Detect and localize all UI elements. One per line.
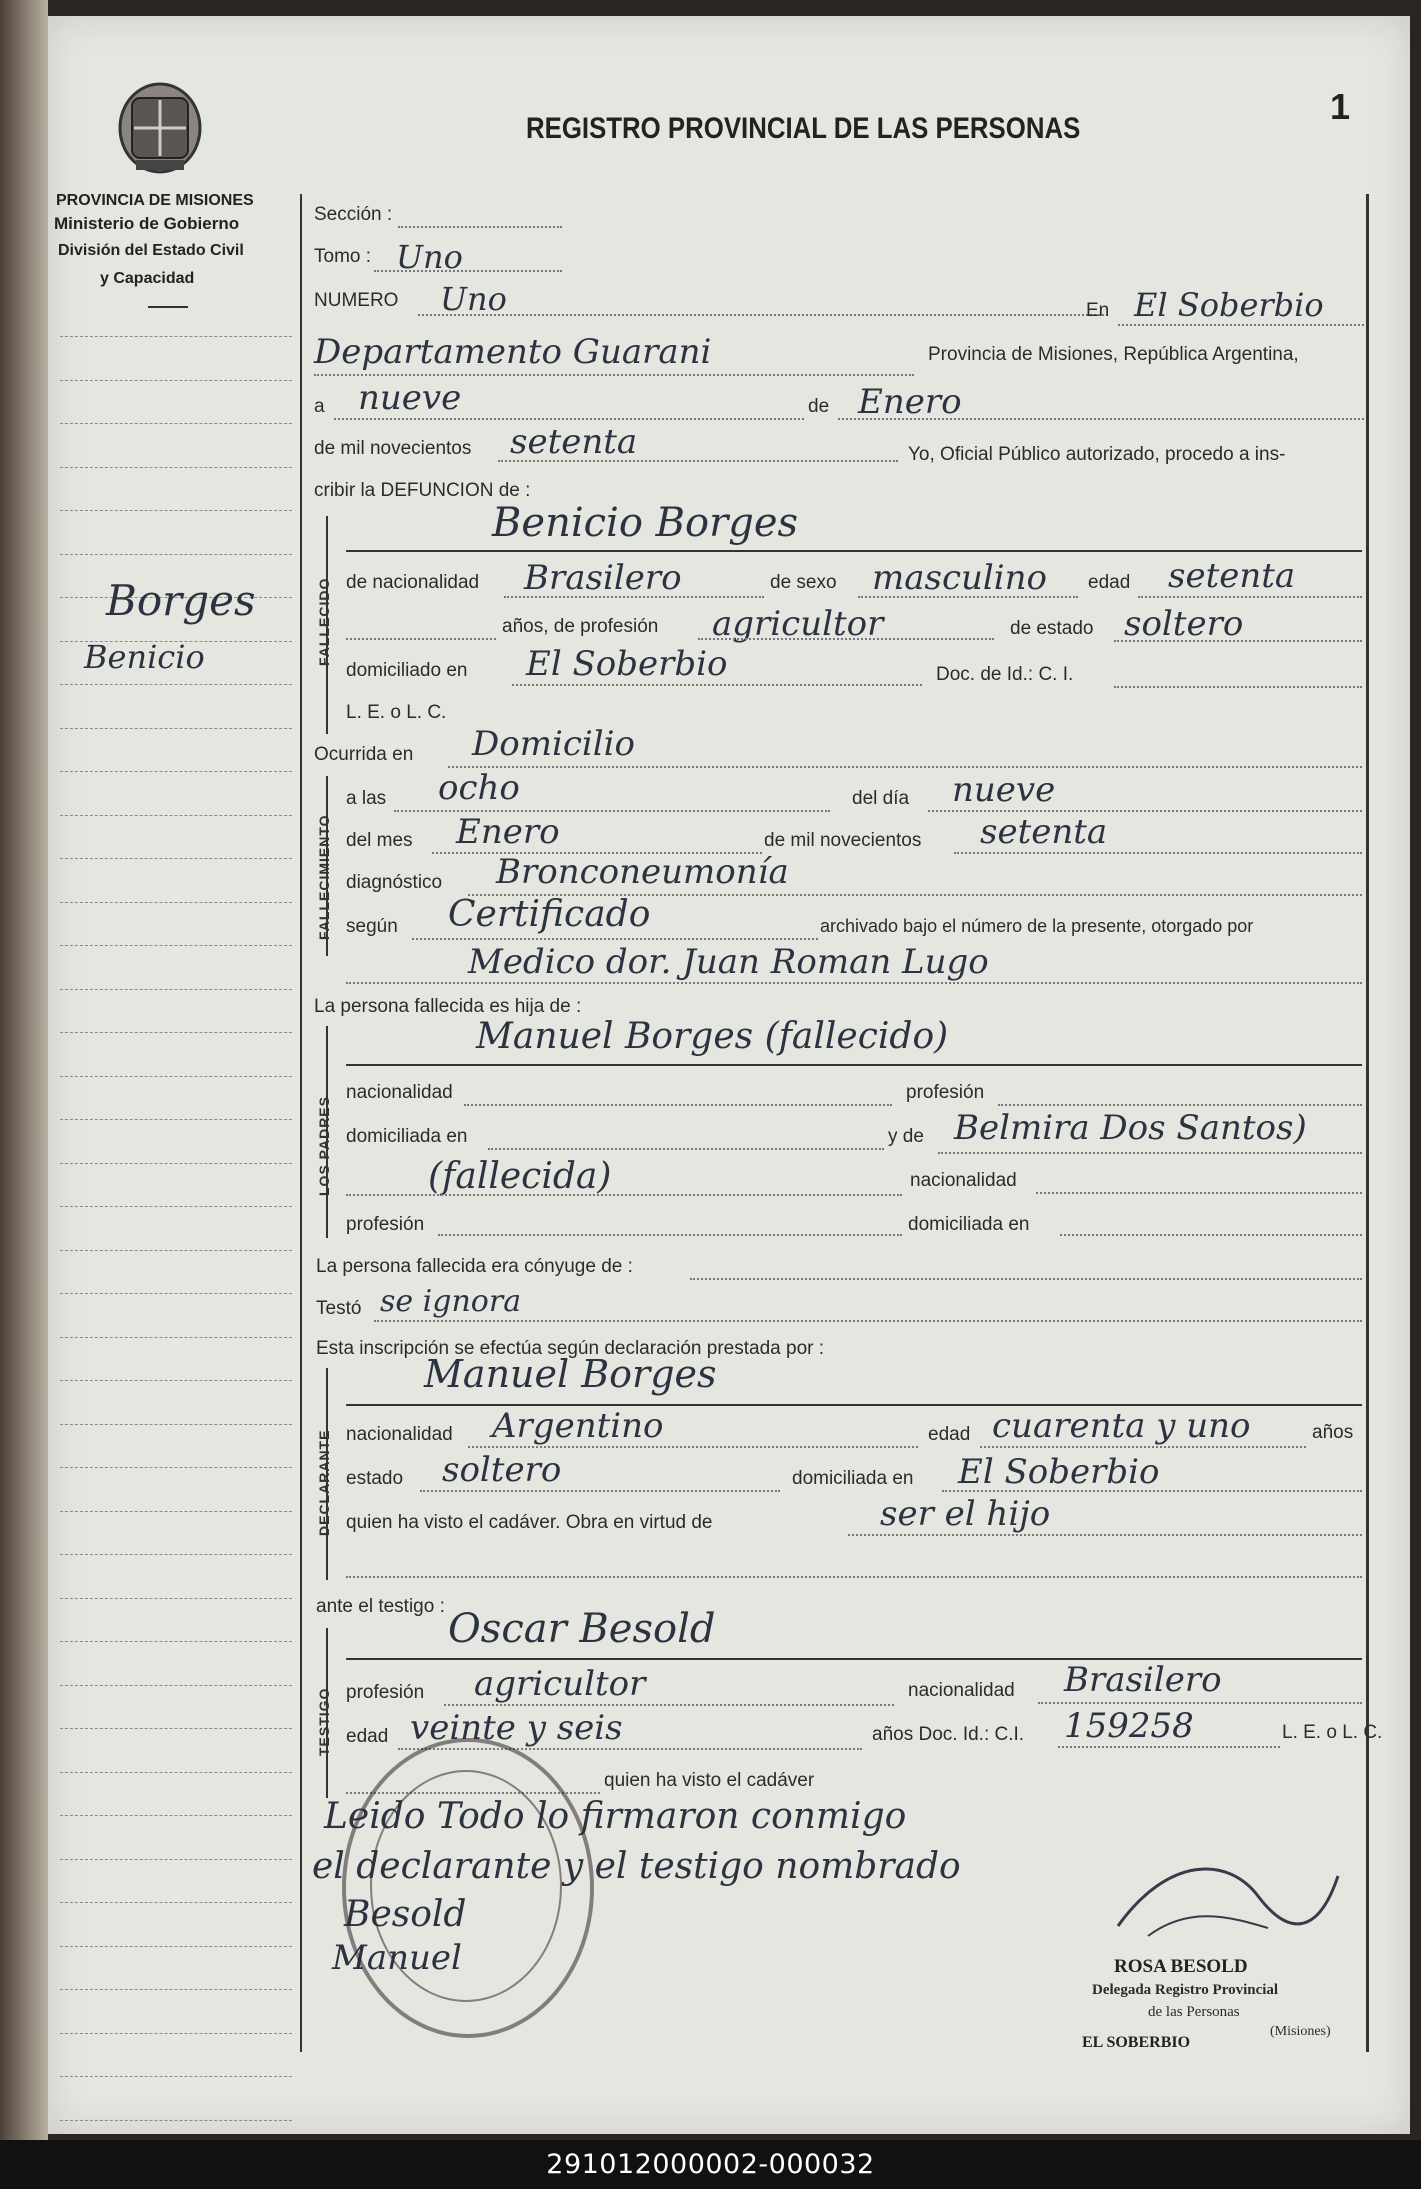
cierre-line-2: el declarante y el testigo nombrado — [312, 1846, 961, 1887]
segun-value: Certificado — [448, 894, 651, 935]
firma-declarante: Manuel — [332, 1938, 462, 1978]
official-title-line-1: Delegada Registro Provincial — [1092, 1982, 1279, 1998]
test-le-lc-label: L. E. o L. C. — [1282, 1722, 1383, 1743]
issuer-line-2: Ministerio de Gobierno — [54, 214, 240, 233]
madre-estado-line — [346, 1194, 902, 1196]
decl-edad-label: edad — [928, 1424, 971, 1445]
numero-value: Uno — [440, 280, 507, 318]
numero-line — [418, 314, 1108, 316]
madre-nacionalidad-label: nacionalidad — [910, 1170, 1017, 1191]
domicilio-line — [512, 684, 922, 686]
margin-ruled-line — [60, 1119, 292, 1120]
seccion-line — [398, 226, 562, 228]
a-las-label: a las — [346, 788, 387, 809]
test-profesion-label: profesión — [346, 1682, 425, 1703]
dia-fallecimiento-value: nueve — [952, 770, 1056, 810]
madre-domicilio-line — [1060, 1234, 1362, 1236]
margin-ruled-line — [60, 1815, 292, 1816]
margin-ruled-line — [60, 684, 292, 685]
decl-extra-line — [346, 1576, 1362, 1578]
anio-value: setenta — [510, 422, 638, 462]
diagnostico-value: Bronconeumonía — [496, 852, 789, 892]
margin-ruled-line — [60, 2076, 292, 2077]
margin-ruled-line — [60, 1032, 292, 1033]
decl-estado-line — [420, 1490, 780, 1492]
testigo-value: Oscar Besold — [448, 1606, 716, 1652]
margin-ruled-line — [60, 380, 292, 381]
archive-id-bar — [0, 2140, 1421, 2189]
margin-ruled-line — [60, 554, 292, 555]
edad-label: edad — [1088, 572, 1131, 593]
test-nacionalidad-value: Brasilero — [1064, 1660, 1222, 1700]
official-place-2: (Misiones) — [1270, 2024, 1331, 2039]
decl-nacionalidad-line — [468, 1446, 918, 1448]
ocurrida-label: Ocurrida en — [314, 744, 414, 765]
margin-ruled-line — [60, 1989, 292, 1990]
fallecido-tag: FALLECIDO — [316, 577, 332, 666]
declarante-value: Manuel Borges — [424, 1352, 717, 1396]
sexo-line — [858, 596, 1078, 598]
test-nacionalidad-label: nacionalidad — [908, 1680, 1015, 1701]
numero-label: NUMERO — [314, 290, 399, 311]
margin-ruled-line — [60, 902, 292, 903]
decl-domicilio-line — [942, 1490, 1362, 1492]
en-label: En — [1086, 300, 1110, 321]
ocurrida-line — [448, 766, 1362, 768]
padre-profesion-label: profesión — [906, 1082, 985, 1103]
margin-ruled-line — [60, 815, 292, 816]
inscripcion-label: Esta inscripción se efectúa según declaración prestada por : — [316, 1338, 825, 1359]
declarante-tag: DECLARANTE — [316, 1429, 332, 1536]
anos-line — [346, 638, 496, 640]
official-round-seal-inner — [370, 1770, 562, 2002]
padre-nacionalidad-label: nacionalidad — [346, 1082, 453, 1103]
edad-line — [1138, 596, 1362, 598]
departamento-line — [314, 374, 914, 376]
tomo-value: Uno — [396, 238, 463, 276]
decl-anos-label: años — [1312, 1422, 1354, 1443]
official-name: ROSA BESOLD — [1114, 1956, 1248, 1977]
margin-ruled-line — [60, 1728, 292, 1729]
doc-id-label: Doc. de Id.: C. I. — [936, 664, 1074, 685]
test-edad-value: veinte y seis — [410, 1708, 623, 1748]
seccion-label: Sección : — [314, 204, 393, 225]
test-ci-line — [1058, 1746, 1280, 1748]
nacionalidad-line — [504, 596, 764, 598]
right-column-rule — [1366, 194, 1369, 2052]
margin-ruled-line — [60, 1424, 292, 1425]
margin-ruled-line — [60, 336, 292, 337]
decl-nacionalidad-value: Argentino — [492, 1406, 664, 1446]
cierre-line-1: Leido Todo lo firmaron conmigo — [324, 1796, 907, 1837]
tomo-label: Tomo : — [314, 246, 372, 267]
test-edad-label: edad — [346, 1726, 389, 1747]
margin-ruled-line — [60, 1293, 292, 1294]
nombre-fallecido-line — [346, 550, 1362, 552]
margin-ruled-line — [60, 1076, 292, 1077]
margin-ruled-line — [60, 1902, 292, 1903]
departamento-value: Departamento Guarani — [314, 332, 712, 372]
doc-id-line — [1114, 686, 1362, 688]
padre-nacionalidad-line — [464, 1104, 892, 1106]
test-visto-label: quien ha visto el cadáver — [604, 1770, 815, 1791]
nombre-fallecido: Benicio Borges — [492, 500, 799, 546]
oficial-label: Yo, Oficial Público autorizado, procedo a ins- — [908, 444, 1286, 465]
anio-line — [498, 460, 898, 462]
madre-estado-value: (fallecida) — [428, 1156, 612, 1197]
margin-ruled-line — [60, 1598, 292, 1599]
domicilio-value: El Soberbio — [526, 644, 728, 684]
estado-value: soltero — [1124, 604, 1244, 644]
margin-ruled-line — [60, 1163, 292, 1164]
book-binding-edge — [0, 0, 48, 2140]
issuer-line-4: y Capacidad — [100, 270, 195, 287]
padre-value: Manuel Borges (fallecido) — [476, 1016, 949, 1057]
localidad-line — [1118, 324, 1364, 326]
margin-ruled-line — [60, 1250, 292, 1251]
a-label: a — [314, 396, 325, 417]
conyuge-label: La persona fallecida era cónyuge de : — [316, 1256, 633, 1277]
margin-ruled-line — [60, 989, 292, 990]
margin-ruled-line — [60, 510, 292, 511]
cribir-label: cribir la DEFUNCION de : — [314, 480, 531, 501]
decl-domicilio-value: El Soberbio — [958, 1452, 1160, 1492]
edad-value: setenta — [1168, 556, 1296, 596]
hora-value: ocho — [438, 768, 520, 808]
sexo-label: de sexo — [770, 572, 837, 593]
decl-domicilio-label: domiciliada en — [792, 1468, 914, 1489]
main-column-rule — [300, 194, 302, 2052]
margin-ruled-line — [60, 467, 292, 468]
firma-testigo: Besold — [344, 1894, 467, 1935]
issuer-line-3: División del Estado Civil — [58, 242, 244, 259]
del-dia-label: del día — [852, 788, 910, 809]
testigo-tag: TESTIGO — [316, 1687, 332, 1756]
hija-de-label: La persona fallecida es hija de : — [314, 996, 582, 1017]
margin-ruled-line — [60, 858, 292, 859]
margin-ruled-line — [60, 1206, 292, 1207]
madre-profesion-label: profesión — [346, 1214, 425, 1235]
decl-estado-value: soltero — [442, 1450, 562, 1490]
margin-ruled-line — [60, 1859, 292, 1860]
mes-value: Enero — [858, 382, 962, 422]
margin-ruled-line — [60, 2120, 292, 2121]
margin-note-surname: Borges — [106, 576, 256, 625]
margin-ruled-line — [60, 423, 292, 424]
tomo-line — [374, 270, 562, 272]
mes-fallecimiento-value: Enero — [456, 812, 560, 852]
de-label: de — [808, 396, 830, 417]
margin-ruled-line — [60, 1946, 292, 1947]
dia-value: nueve — [358, 378, 462, 418]
provincia-label: Provincia de Misiones, República Argentina, — [928, 344, 1299, 365]
madre-value: Belmira Dos Santos) — [954, 1108, 1307, 1148]
diagnostico-label: diagnóstico — [346, 872, 443, 893]
margin-ruled-line — [60, 1554, 292, 1555]
test-profesion-line — [444, 1704, 894, 1706]
madre-nacionalidad-line — [1036, 1192, 1362, 1194]
test-ci-value: 159258 — [1064, 1706, 1194, 1746]
conyuge-line — [690, 1278, 1362, 1280]
test-anos-doc-label: años Doc. Id.: C.I. — [872, 1724, 1025, 1745]
decl-estado-label: estado — [346, 1468, 404, 1489]
page-number: 1 — [1330, 86, 1351, 127]
padre-domicilio-line — [488, 1148, 884, 1150]
issuer-line-1: PROVINCIA DE MISIONES — [56, 192, 254, 209]
profesion-line — [698, 638, 994, 640]
padre-profesion-line — [998, 1104, 1362, 1106]
margin-ruled-line — [60, 1772, 292, 1773]
localidad-value: El Soberbio — [1134, 286, 1324, 324]
margin-ruled-line — [60, 2033, 292, 2034]
segun-label: según — [346, 916, 398, 937]
decl-visto-label: quien ha visto el cadáver. Obra en virtud de — [346, 1512, 713, 1533]
fallecimiento-tag: FALLECIMIENTO — [316, 814, 332, 940]
medico-value: Medico dor. Juan Roman Lugo — [468, 942, 989, 982]
margin-ruled-line — [60, 1380, 292, 1381]
madre-line — [938, 1152, 1362, 1154]
mes-line — [838, 418, 1364, 420]
official-signature-icon — [1108, 1846, 1348, 1956]
padres-tag: LOS PADRES — [316, 1096, 332, 1196]
decl-edad-value: cuarenta y uno — [992, 1406, 1251, 1446]
margin-ruled-line — [60, 1337, 292, 1338]
y-de-label: y de — [888, 1126, 924, 1147]
archivado-label: archivado bajo el número de la presente, otorgado por — [820, 916, 1254, 936]
sexo-value: masculino — [872, 558, 1048, 598]
nacionalidad-label: de nacionalidad — [346, 572, 480, 593]
estado-line — [1114, 640, 1362, 642]
de-mil-label: de mil novecientos — [314, 438, 472, 459]
ante-testigo-label: ante el testigo : — [316, 1596, 445, 1617]
ocurrida-value: Domicilio — [472, 724, 635, 764]
provincial-crest-icon — [112, 78, 208, 176]
test-profesion-value: agricultor — [474, 1664, 646, 1704]
nacionalidad-value: Brasilero — [524, 558, 682, 598]
issuer-rule — [148, 306, 188, 308]
dia-line — [334, 418, 804, 420]
page-title: REGISTRO PROVINCIAL DE LAS PERSONAS — [526, 112, 1081, 145]
official-place: EL SOBERBIO — [1082, 2034, 1191, 2051]
medico-line — [346, 982, 1362, 984]
margin-ruled-line — [60, 945, 292, 946]
decl-obra-line — [848, 1534, 1362, 1536]
del-mes-label: del mes — [346, 830, 413, 851]
margin-ruled-line — [60, 771, 292, 772]
padre-line — [346, 1064, 1362, 1066]
testo-value: se ignora — [380, 1284, 522, 1319]
anio-fallecimiento-line — [954, 852, 1362, 854]
margin-ruled-line — [60, 1641, 292, 1642]
margin-ruled-line — [60, 728, 292, 729]
profesion-label: años, de profesión — [502, 616, 659, 637]
de-mil-2-label: de mil novecientos — [764, 830, 922, 851]
padre-domicilio-label: domiciliada en — [346, 1126, 468, 1147]
decl-edad-line — [980, 1446, 1306, 1448]
profesion-value: agricultor — [712, 604, 884, 644]
madre-profesion-line — [438, 1234, 902, 1236]
decl-nacionalidad-label: nacionalidad — [346, 1424, 453, 1445]
official-title-line-2: de las Personas — [1148, 2004, 1240, 2020]
margin-ruled-line — [60, 1511, 292, 1512]
margin-note-given-name: Benicio — [84, 638, 205, 676]
domiciliado-label: domiciliado en — [346, 660, 468, 681]
estado-label: de estado — [1010, 618, 1094, 639]
testo-line — [374, 1320, 1362, 1322]
anio-fallecimiento-value: setenta — [980, 812, 1108, 852]
decl-obra-value: ser el hijo — [880, 1494, 1051, 1534]
test-nacionalidad-line — [1038, 1702, 1362, 1704]
archive-id: 291012000002-000032 — [546, 2149, 875, 2180]
margin-ruled-line — [60, 1467, 292, 1468]
le-lc-label: L. E. o L. C. — [346, 702, 447, 723]
segun-line — [412, 938, 818, 940]
register-page — [48, 16, 1410, 2134]
testo-label: Testó — [316, 1298, 362, 1319]
madre-domicilio-label: domiciliada en — [908, 1214, 1030, 1235]
margin-ruled-line — [60, 1685, 292, 1686]
